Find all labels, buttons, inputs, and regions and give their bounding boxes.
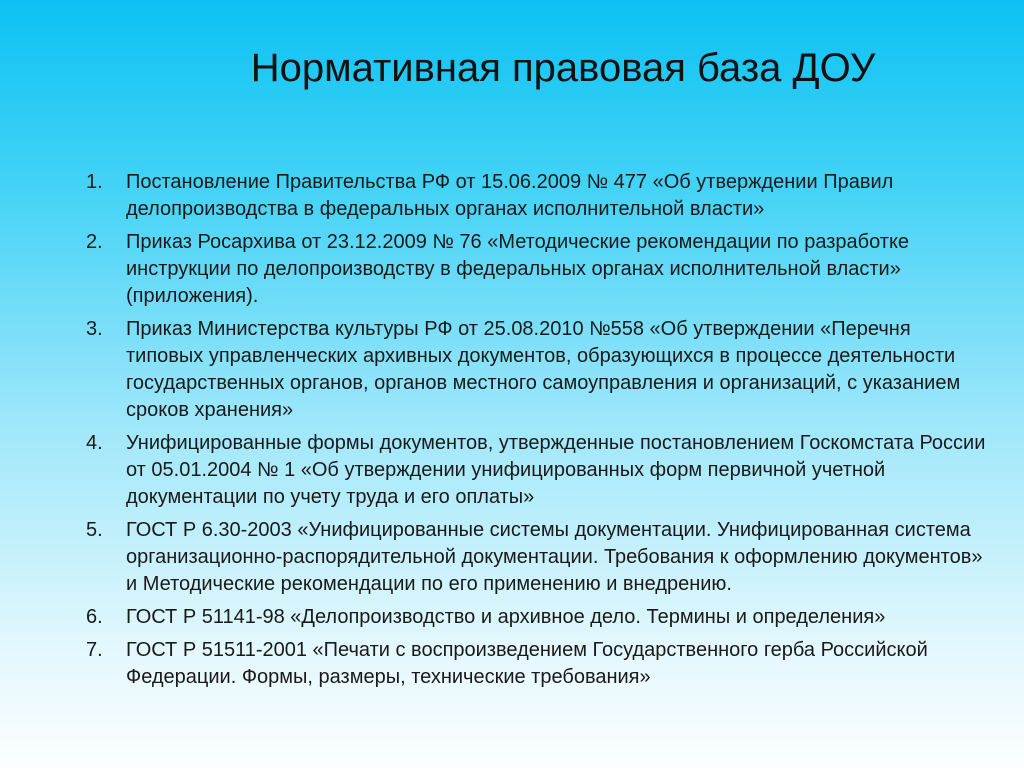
list-item-number: 5. <box>86 519 103 541</box>
list-item-text: Постановление Правительства РФ от 15.06.2009 № 477 «Об утверждении Правил делопроизводства в федеральных органах исполнительной власти» <box>126 171 894 220</box>
list-item-number: 3. <box>86 318 103 340</box>
list-item-text: ГОСТ Р 51141-98 «Делопроизводство и архивное дело. Термины и определения» <box>126 606 886 628</box>
list-item-number: 4. <box>86 432 103 454</box>
list-item-text: Унифицированные формы документов, утвержденные постановлением Госкомстата России от 05.01.2004 № 1 «Об утверждении унифицированных форм первичной учетной документации по учету труда и его оплаты» <box>126 432 986 508</box>
list-item-number: 6. <box>86 606 103 628</box>
list-item <box>86 604 986 631</box>
list-item <box>86 316 986 424</box>
list-item <box>86 229 986 310</box>
list-item-number: 7. <box>86 639 103 661</box>
list-item-number: 2. <box>86 231 103 253</box>
list-item-text: ГОСТ Р 51511-2001 «Печати с воспроизведением Государственного герба Российской Федерации. Формы, размеры, технические требования» <box>126 639 928 688</box>
list-item-text: Приказ Росархива от 23.12.2009 № 76 «Методические рекомендации по разработке инструкции по делопроизводству в федеральных органах исполнительной власти» (приложения). <box>126 231 910 307</box>
list-item-number: 1. <box>86 171 103 193</box>
slide-title: Нормативная правовая база ДОУ <box>250 46 876 90</box>
list-item-text: Приказ Министерства культуры РФ от 25.08.2010 №558 «Об утверждении «Перечня типовых управленческих архивных документов, образующихся в процессе деятельности государственных органов, органов местного самоуправления и организаций, с указанием сроков хранения» <box>126 318 961 421</box>
list-item-text: ГОСТ Р 6.30-2003 «Унифицированные системы документации. Унифицированная система организационно-распорядительной документации. Требования к оформлению документов» и Методические рекомендации по его применению и внедрению. <box>126 519 983 595</box>
list-item <box>86 430 986 511</box>
list-item <box>86 169 986 223</box>
list-item <box>86 637 986 691</box>
list-item <box>86 517 986 598</box>
document-list <box>86 169 986 697</box>
